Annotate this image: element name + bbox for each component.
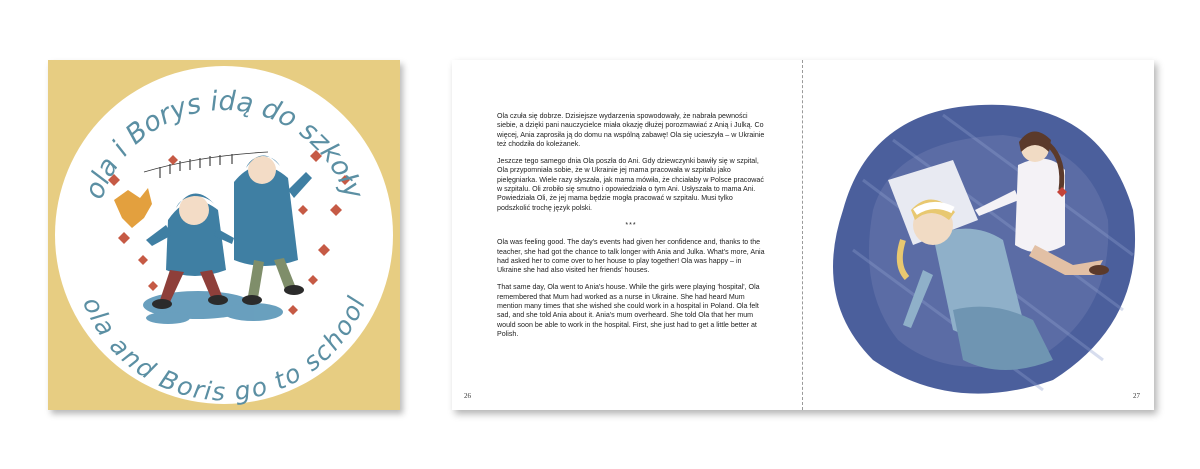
teddy-toy xyxy=(114,188,152,228)
story-text xyxy=(497,112,765,347)
book-spread xyxy=(452,60,1154,410)
english-paragraph-1: Ola was feeling good. The day's events had given her confidence and, thanks to the teacher, she had got the chance to talk longer with Ania and Julka. What's more, Ania had asked her to come over to her house to play together! Ola was happy – in Ukraine she had also visited her friends' houses. xyxy=(497,238,765,275)
polish-paragraph-1: Ola czuła się dobrze. Dzisiejsze wydarzenia spowodowały, że nabrała pewności siebie, a dzięki pani nauczycielce miała okazję dłużej porozmawiać z Anią i Julką. Co więcej, Ania zaprosiła ją do domu na wspólną zabawę! Ola się ucieszyła – w Ukrainie też chodziła do koleżanek. xyxy=(497,112,765,148)
autumn-leaves xyxy=(108,150,350,315)
hospital-play-illustration xyxy=(803,60,1154,410)
cover-title-polish: ola i Borys idą do szkoły xyxy=(78,85,370,204)
polish-paragraph-2: Jeszcze tego samego dnia Ola poszła do Ani. Gdy dziewczynki bawiły się w szpital, Ola przypomniała sobie, że w Ukrainie jej mama pracowała w szpitalu jako pielęgniarka. Wiele razy słyszała, jak mama mówiła, że chciałaby w Polsce pracować w szpitalu. Oli zrobiło się smutno i opowiedziała o tym Ani. Usłyszała to mama Ani. Powiedziała Oli, że jej mama będzie mogła pracować w szpitalu. Musi tylko podszkolić trochę język polski. xyxy=(497,157,764,212)
left-page xyxy=(452,60,802,410)
right-page xyxy=(803,60,1154,410)
book-cover xyxy=(48,60,400,410)
girl-illustration xyxy=(234,155,312,305)
cover-title-english: ola and Boris go to school xyxy=(77,292,372,407)
page-number-right: 27 xyxy=(1133,392,1140,400)
page-number-left: 26 xyxy=(464,392,471,400)
section-separator: *** xyxy=(625,220,637,229)
cover-artwork xyxy=(48,60,400,410)
english-paragraph-2: That same day, Ola went to Ania's house. While the girls were playing 'hospital', Ola remembered that Mum had worked as a nurse in Ukraine. She had heard Mum mention many times that she wished she could work in a hospital in Poland. Ola felt sad, and she told Ania about it. Ania's mum overheard. She told Ola that her mum would soon be able to work in the hospital. First, she just had to get a little better at Polish. xyxy=(497,283,760,338)
